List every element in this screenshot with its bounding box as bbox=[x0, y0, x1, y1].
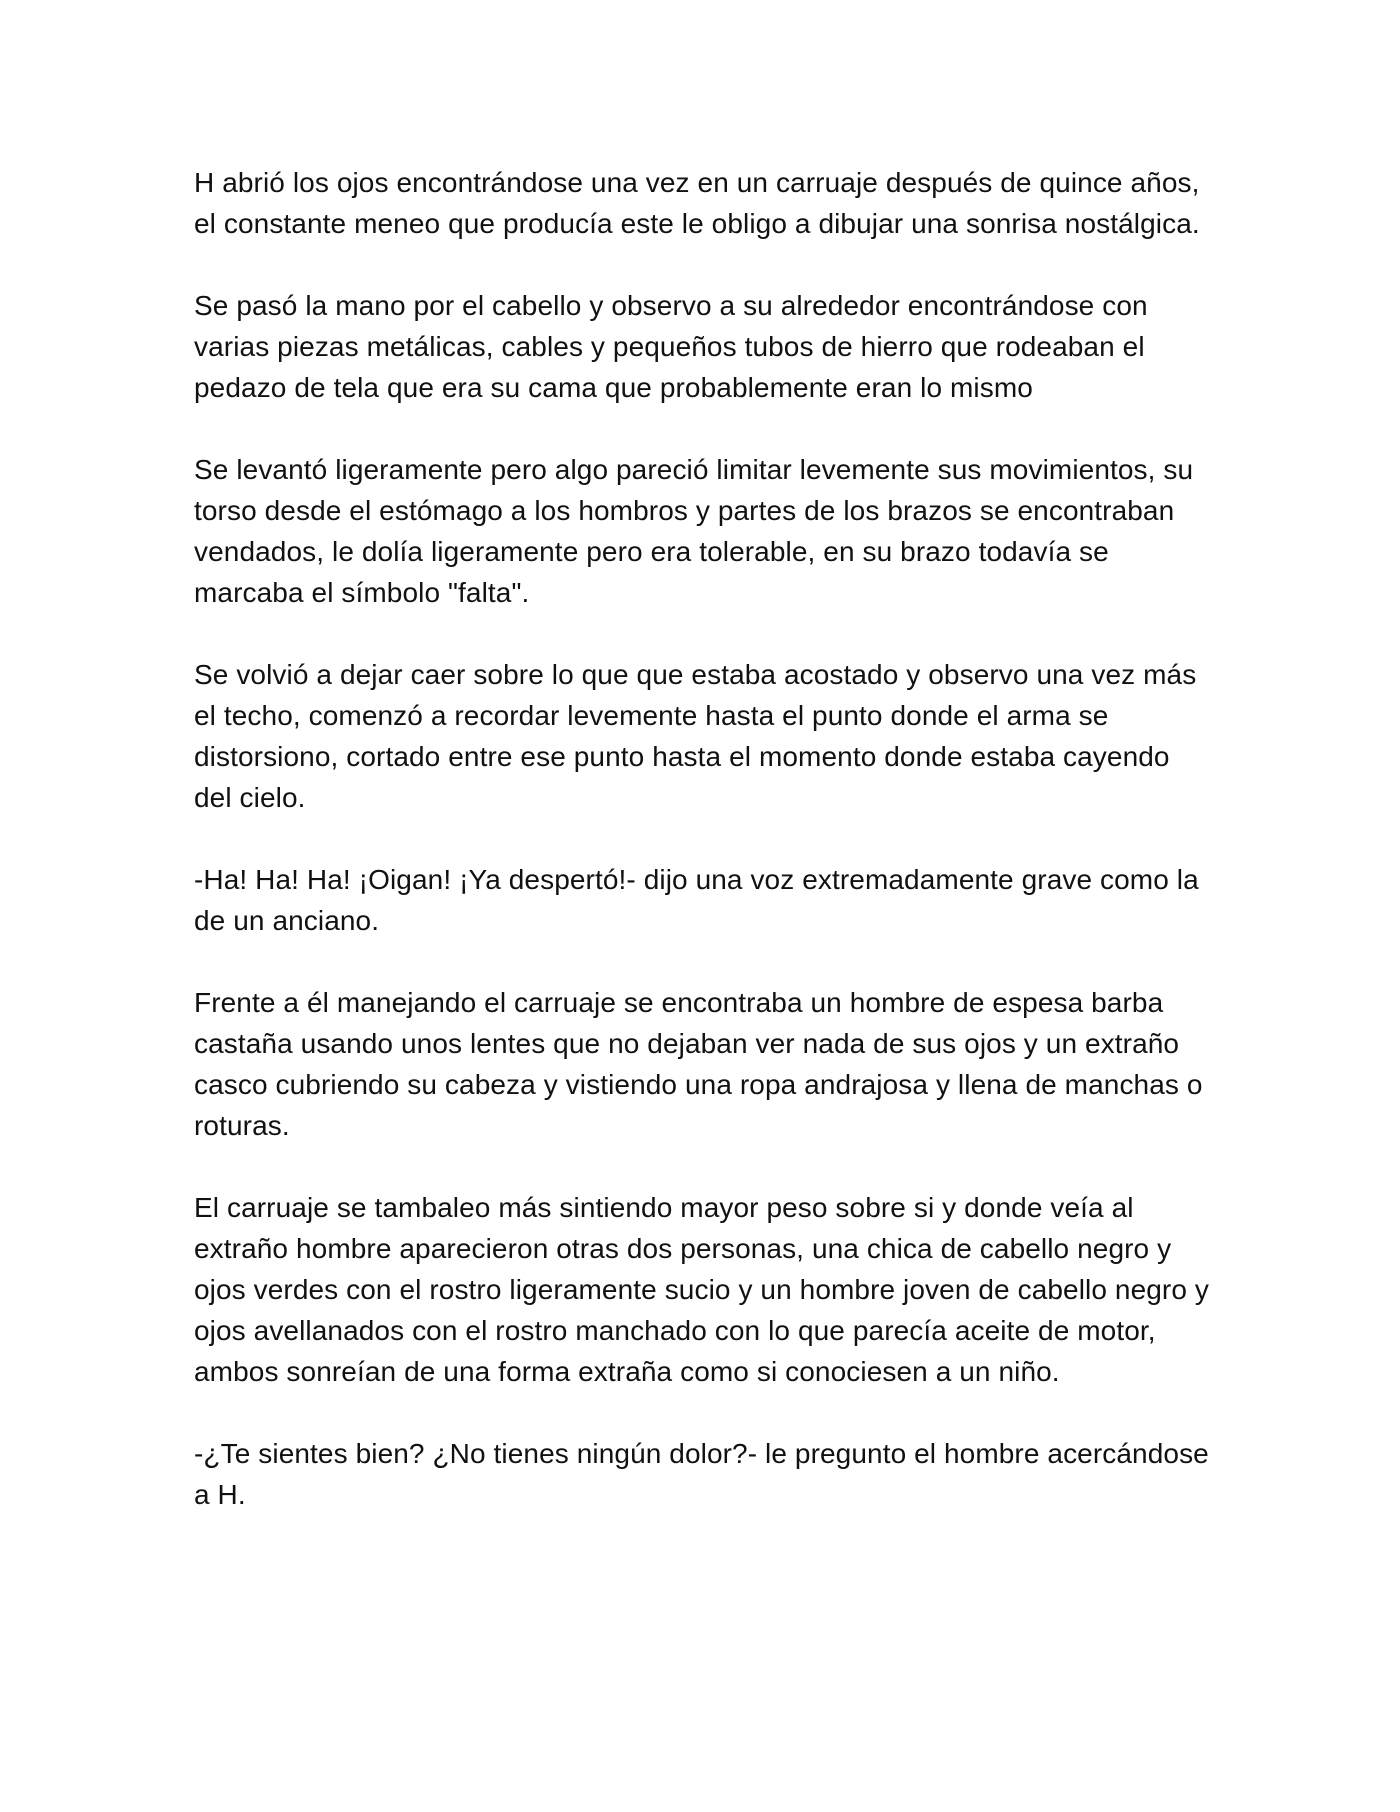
paragraph-1: H abrió los ojos encontrándose una vez en un carruaje después de quince años, el constante meneo que producía este le obligo a dibujar una sonrisa nostálgica. bbox=[194, 167, 1200, 239]
paragraph-4: Se volvió a dejar caer sobre lo que que estaba acostado y observo una vez más el techo, comenzó a recordar levemente hasta el punto donde el arma se distorsiono, cortado entre ese punto hasta el momento donde estaba cayendo del cielo. bbox=[194, 659, 1197, 813]
paragraph-3: Se levantó ligeramente pero algo pareció limitar levemente sus movimientos, su torso desde el estómago a los hombros y partes de los brazos se encontraban vendados, le dolía ligeramente pero era tolerable, en su brazo todavía se marcaba el símbolo "falta". bbox=[194, 454, 1194, 608]
paragraph-8: -¿Te sientes bien? ¿No tienes ningún dolor?- le pregunto el hombre acercándose a H. bbox=[194, 1438, 1209, 1510]
document-body bbox=[194, 162, 1214, 1556]
paragraph-7: El carruaje se tambaleo más sintiendo mayor peso sobre si y donde veía al extraño hombre aparecieron otras dos personas, una chica de cabello negro y ojos verdes con el rostro ligeramente sucio y un hombre joven de cabello negro y ojos avellanados con el rostro manchado con lo que parecía aceite de motor, ambos sonreían de una forma extraña como si conociesen a un niño. bbox=[194, 1192, 1210, 1387]
paragraph-5: -Ha! Ha! Ha! ¡Oigan! ¡Ya despertó!- dijo una voz extremadamente grave como la de un anciano. bbox=[194, 864, 1199, 936]
paragraph-6: Frente a él manejando el carruaje se encontraba un hombre de espesa barba castaña usando unos lentes que no dejaban ver nada de sus ojos y un extraño casco cubriendo su cabeza y vistiendo una ropa andrajosa y llena de manchas o roturas. bbox=[194, 987, 1203, 1141]
paragraph-2: Se pasó la mano por el cabello y observo a su alrededor encontrándose con varias piezas metálicas, cables y pequeños tubos de hierro que rodeaban el pedazo de tela que era su cama que probablemente eran lo mismo bbox=[194, 290, 1148, 403]
